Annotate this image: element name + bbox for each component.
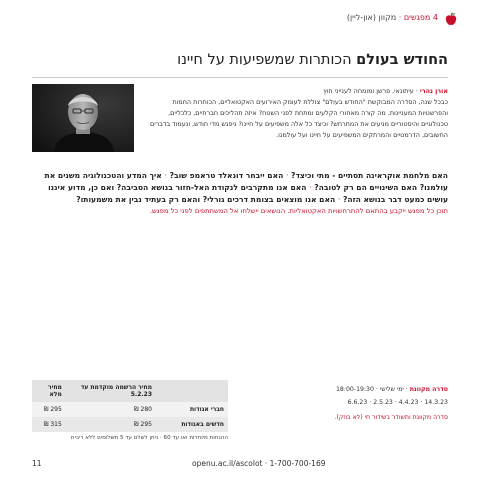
schedule-days: · ימי שלישי ·	[375, 386, 408, 393]
title-bold: החודש בעולם	[356, 52, 448, 68]
questions-block	[32, 170, 448, 206]
header-separator: ·	[398, 13, 402, 22]
table-row	[32, 402, 228, 417]
footer-dot: ·	[264, 459, 268, 468]
page-footer	[32, 459, 448, 471]
page-title	[177, 52, 448, 68]
top-divider	[32, 77, 448, 78]
header-breadcrumb	[347, 13, 438, 22]
full-price: 295 ₪	[32, 402, 66, 417]
schedule-label: סדרה מקוונת	[409, 386, 448, 393]
price-table-block	[32, 380, 228, 441]
meeting-count: 4 מפגשים	[403, 13, 438, 22]
row-label: חברי אגודות	[156, 402, 228, 417]
price-table-header	[32, 380, 228, 402]
question-separator: ·	[285, 171, 289, 180]
question-6: האם אנו מוצאים בצומת דרכים גורלי? והאם רק בעתיד נבין את משמעותו?	[76, 195, 336, 204]
bio-text: כבכל שנה, הסדרה המבוקשת "החודש בעולם" צוללת לעומק האירועים האקטואליים, הכותרות החמות והפרשנויות המעניינות. מה קורה מאחורי הקלעים ומתחת לפני השטח? איזה תהליכים חברתיים, כלכליים, טכנולוגיים והיסטוריים מניעים את המתרחש? וכיצד כל אלה משפיעים על חיינו? ניפגש מדי חודש, ונעמוד בדברים החשובים, הדרמטיים והמרתקים המשפיעים על חיינו ועל עולמנו.	[150, 98, 448, 139]
lecturer-role: · עיתונאי, פרשן ומומחה לענייני חוץ	[323, 87, 420, 95]
price-table	[32, 380, 228, 432]
question-separator: ·	[309, 183, 312, 192]
footer-contact	[192, 459, 326, 468]
footer-phone: 1-700-700-169	[269, 459, 326, 468]
full-price: 315 ₪	[32, 417, 66, 432]
lecturer-name: אורן נהרי	[419, 87, 448, 95]
page-number: 11	[32, 459, 42, 468]
question-5: האם אנו מתקרבים לנקודת האל-חזור בנושא הסביבה? ואם כן, מדוע איננו עושים כמעט דבר בנושא הזה?	[48, 183, 448, 204]
title-rest: הכותרות שמשפיעות על חיינו	[177, 52, 352, 68]
portrait-image	[32, 84, 134, 152]
page-header	[22, 12, 458, 28]
table-row	[32, 417, 228, 432]
price-footnote: ההנחות מיוחדות ואו עד 60 · ניתן לשלם עד 5 תשלומים ללא ריבית	[70, 435, 228, 441]
question-2: האם ייבחר דונאלד טראמפ שוב?	[169, 171, 284, 180]
lecturer-bio	[144, 86, 448, 141]
schedule-block	[298, 386, 448, 421]
question-separator: ·	[164, 171, 167, 180]
question-3: איך המדע והטכנולוגיה משנים את עולמנו?	[44, 171, 448, 192]
header-cell-empty	[156, 380, 228, 402]
content-note: תוכן כל מפגש ייקבע בהתאם להתרחשויות האקטואליות. הנושאים יישלחו אל המשתתפים לפני כל מפגש.	[149, 207, 448, 215]
early-price: 280 ₪	[66, 402, 156, 417]
question-4: האם השינויים הם רק לטובה?	[314, 183, 418, 192]
schedule-hours: 18:00-19:30	[336, 386, 374, 393]
header-cell-full: מחיר מלא	[32, 380, 66, 402]
question-1: האם מלחמת אוקראינה תסתיים - מתי וכיצד?	[291, 171, 448, 180]
apple-icon	[444, 12, 458, 26]
schedule-dates: 14.3.23 · 4.4.23 · 2.5.23 · 6.6.23	[347, 399, 448, 406]
footer-website[interactable]: openu.ac.il/ascolot	[192, 459, 263, 468]
lecturer-photo	[32, 84, 134, 152]
schedule-header	[298, 386, 448, 393]
recording-note: סדרה מקוונת ותשודר בשידור חי (לא בוזק).	[334, 414, 448, 421]
section-label: מקוון (און-ליין)	[346, 13, 397, 22]
early-price: 295 ₪	[66, 417, 156, 432]
header-cell-early: מחיר הרשמה מוקדמת עד 5.2.23	[66, 380, 156, 402]
row-label: חדשים באגודות	[156, 417, 228, 432]
question-separator: ·	[337, 195, 341, 204]
